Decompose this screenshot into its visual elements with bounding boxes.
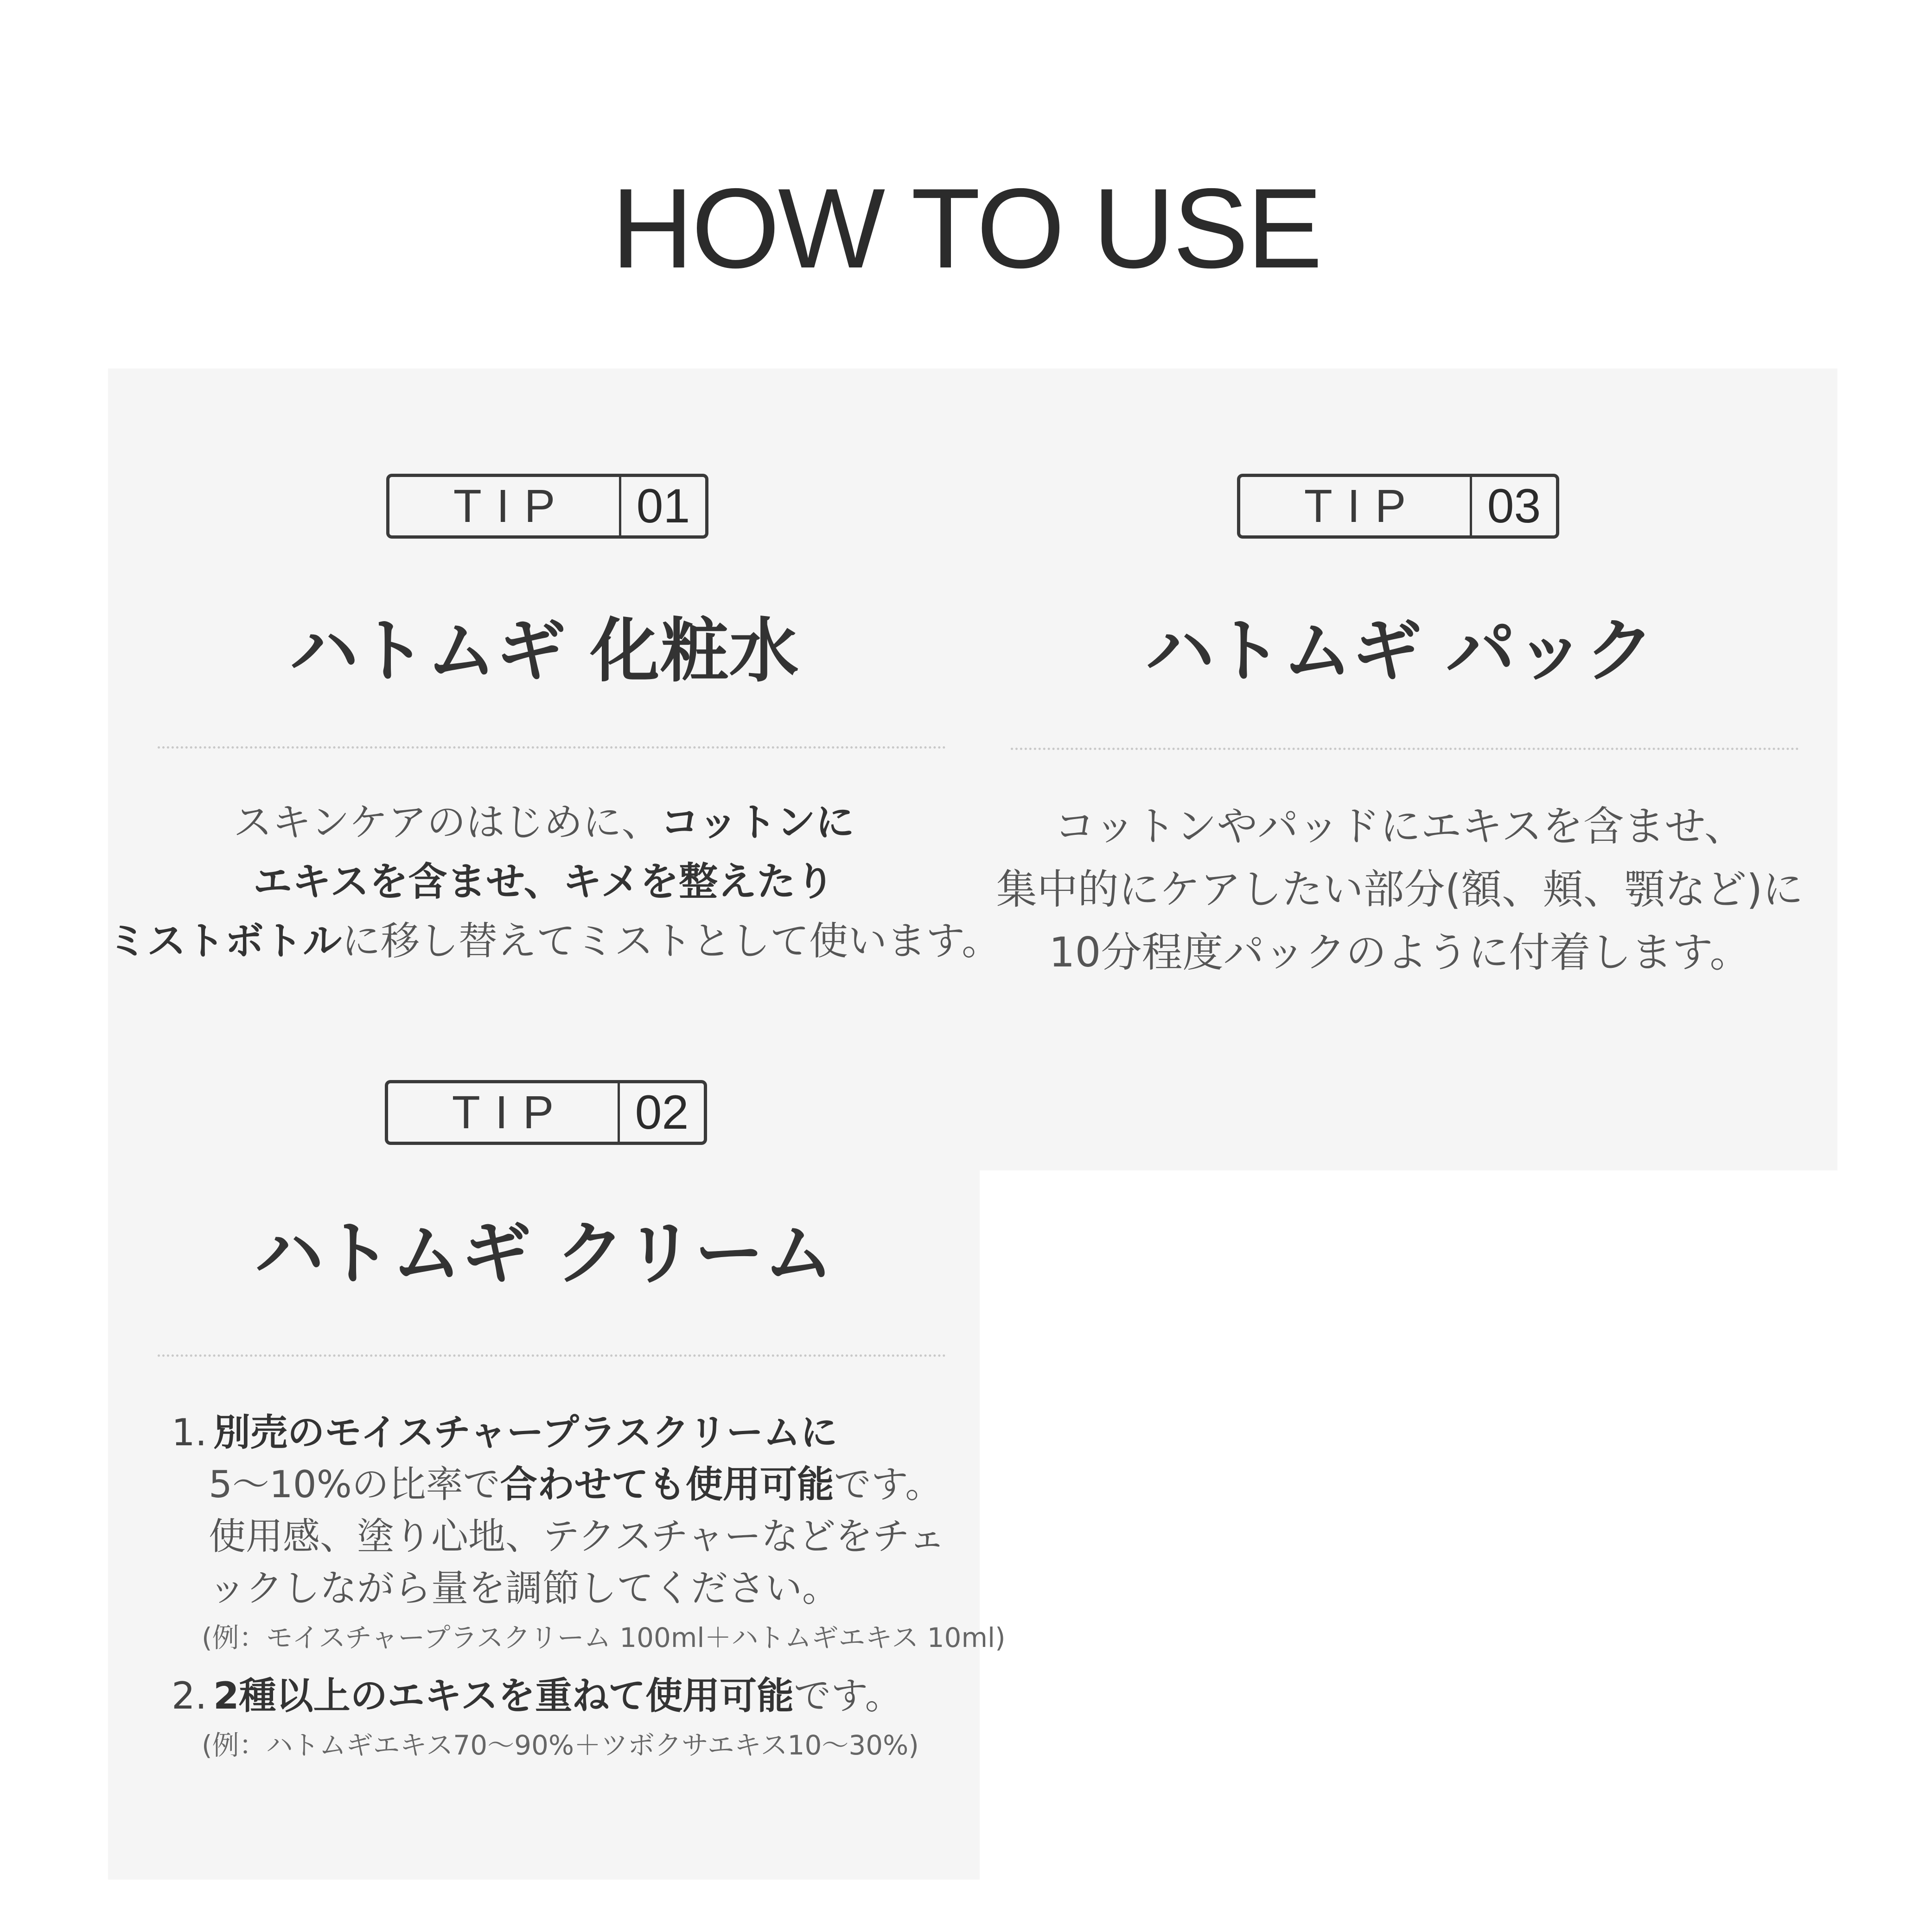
list-item-line [172, 1511, 1006, 1563]
tip-03-label: TIP [1240, 477, 1472, 535]
body-text: 5〜10%の比率で [209, 1463, 500, 1506]
body-text: スキンケアのはじめに、 [233, 800, 661, 845]
list-item-line [172, 1563, 1006, 1614]
tip-02-label: TIP [388, 1083, 620, 1142]
tip-03-heading: ハトムギ パック [1145, 611, 1655, 692]
tip-03-description [962, 795, 1837, 984]
emphasis-text: 別売のモイスチャープラスクリームに [213, 1411, 838, 1454]
tip-02-number: 02 [635, 1085, 689, 1139]
emphasis-text: エキスを含ませ、キメを整えたり [253, 859, 835, 904]
tip-01-divider [158, 746, 946, 749]
body-text: に移し替えてミストとして使います。 [342, 918, 1001, 964]
emphasis-text: 合わせても使用可能 [500, 1463, 834, 1506]
tip-03-badge [1237, 474, 1559, 539]
body-text: 集中的にケアしたい部分(額、頬、顎など)に [996, 865, 1804, 913]
tip-01-badge [386, 474, 708, 539]
tip-03-number: 03 [1487, 479, 1541, 533]
emphasis-text: コットンに [660, 800, 854, 845]
list-number: 2. [172, 1674, 207, 1717]
example-note: (例：ハトムギエキス70〜90%＋ツボクサエキス10〜30%) [202, 1729, 919, 1761]
description-line [962, 858, 1837, 921]
tip-02-badge [385, 1080, 707, 1145]
tip-01-number: 01 [636, 479, 690, 533]
body-text: 使用感、塗り心地、テクスチャーなどをチェ [209, 1515, 946, 1558]
tip-01-description [108, 793, 1001, 971]
description-line [108, 911, 1001, 971]
tip-02-heading: ハトムギ クリーム [254, 1214, 834, 1294]
page-title: HOW TO USE [611, 165, 1321, 292]
emphasis-text: 2種以上のエキスを重ねて使用可能 [213, 1674, 794, 1717]
list-number: 1. [172, 1411, 207, 1454]
description-line [108, 793, 980, 852]
emphasis-text: ミストボトル [108, 918, 342, 964]
body-text: ックしながら量を調節してください。 [209, 1567, 839, 1610]
tip-01-heading: ハトムギ 化粧水 [289, 611, 799, 692]
list-item [172, 1670, 1006, 1768]
body-text: です。 [794, 1674, 902, 1717]
tip-01-label: TIP [389, 477, 621, 535]
example-note: (例：モイスチャープラスクリーム 100ml＋ハトムギエキス 10ml) [202, 1622, 1006, 1653]
description-line [108, 852, 980, 911]
tip-03-divider [1011, 748, 1799, 750]
tip-02-instructions [172, 1407, 1006, 1768]
list-item-first-line [172, 1670, 1006, 1722]
description-line [962, 795, 1837, 858]
list-item-line [172, 1459, 1006, 1511]
description-line [962, 921, 1837, 984]
body-text: コットンやパッドにエキスを含ませ、 [1054, 802, 1745, 850]
body-text: 10分程度パックのように付着します。 [1049, 928, 1751, 976]
tip-02-divider [158, 1354, 946, 1357]
body-text: です。 [834, 1463, 943, 1506]
list-item-first-line [172, 1407, 1006, 1459]
list-item [172, 1407, 1006, 1661]
